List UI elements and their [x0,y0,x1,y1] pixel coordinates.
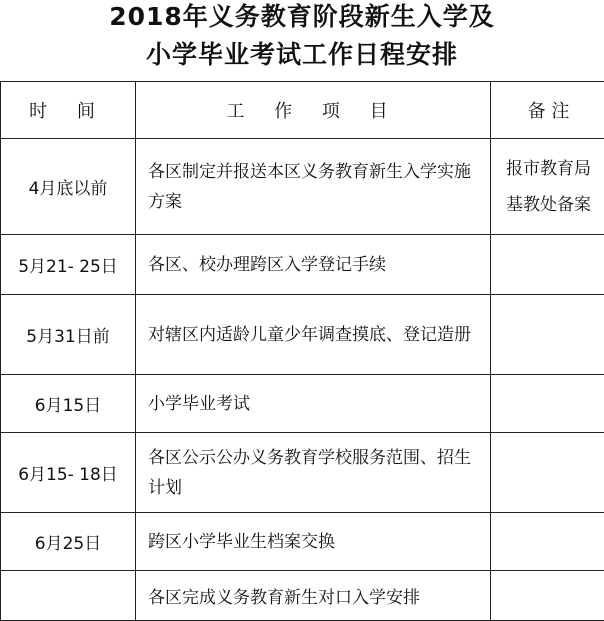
document-title-line-2: 小学毕业考试工作日程安排 [0,37,604,73]
row-date: 4月底以前 [1,139,136,235]
row-note [491,375,604,433]
row-item: 各区完成义务教育新生对口入学安排 [136,571,491,621]
table-row [1,295,604,375]
header-note: 备 注 [491,82,604,139]
table-row [1,235,604,295]
schedule-table [0,81,604,621]
row-item: 小学毕业考试 [136,375,491,433]
header-item: 工 作 项 目 [136,82,491,139]
row-date: 6月25日 [1,513,136,571]
header-time: 时 间 [1,82,136,139]
table-row [1,513,604,571]
note-line: 报市教育局 [491,151,604,187]
table-row [1,375,604,433]
document-title-line-1: 2018年义务教育阶段新生入学及 [0,0,604,34]
row-item: 对辖区内适龄儿童少年调查摸底、登记造册 [136,295,491,375]
row-item: 跨区小学毕业生档案交换 [136,513,491,571]
table-header-row [1,82,604,139]
row-date: 5月31日前 [1,295,136,375]
row-note [491,295,604,375]
row-item: 各区、校办理跨区入学登记手续 [136,235,491,295]
row-note [491,433,604,513]
row-note [491,235,604,295]
row-note [491,139,604,235]
table-row [1,571,604,621]
note-line: 基教处备案 [491,187,604,223]
row-date [1,571,136,621]
row-item: 各区公示公办义务教育学校服务范围、招生计划 [136,433,491,513]
row-date: 6月15日 [1,375,136,433]
row-item: 各区制定并报送本区义务教育新生入学实施方案 [136,139,491,235]
row-date: 6月15- 18日 [1,433,136,513]
table-row [1,139,604,235]
row-note [491,571,604,621]
row-date: 5月21- 25日 [1,235,136,295]
table-row [1,433,604,513]
row-note [491,513,604,571]
